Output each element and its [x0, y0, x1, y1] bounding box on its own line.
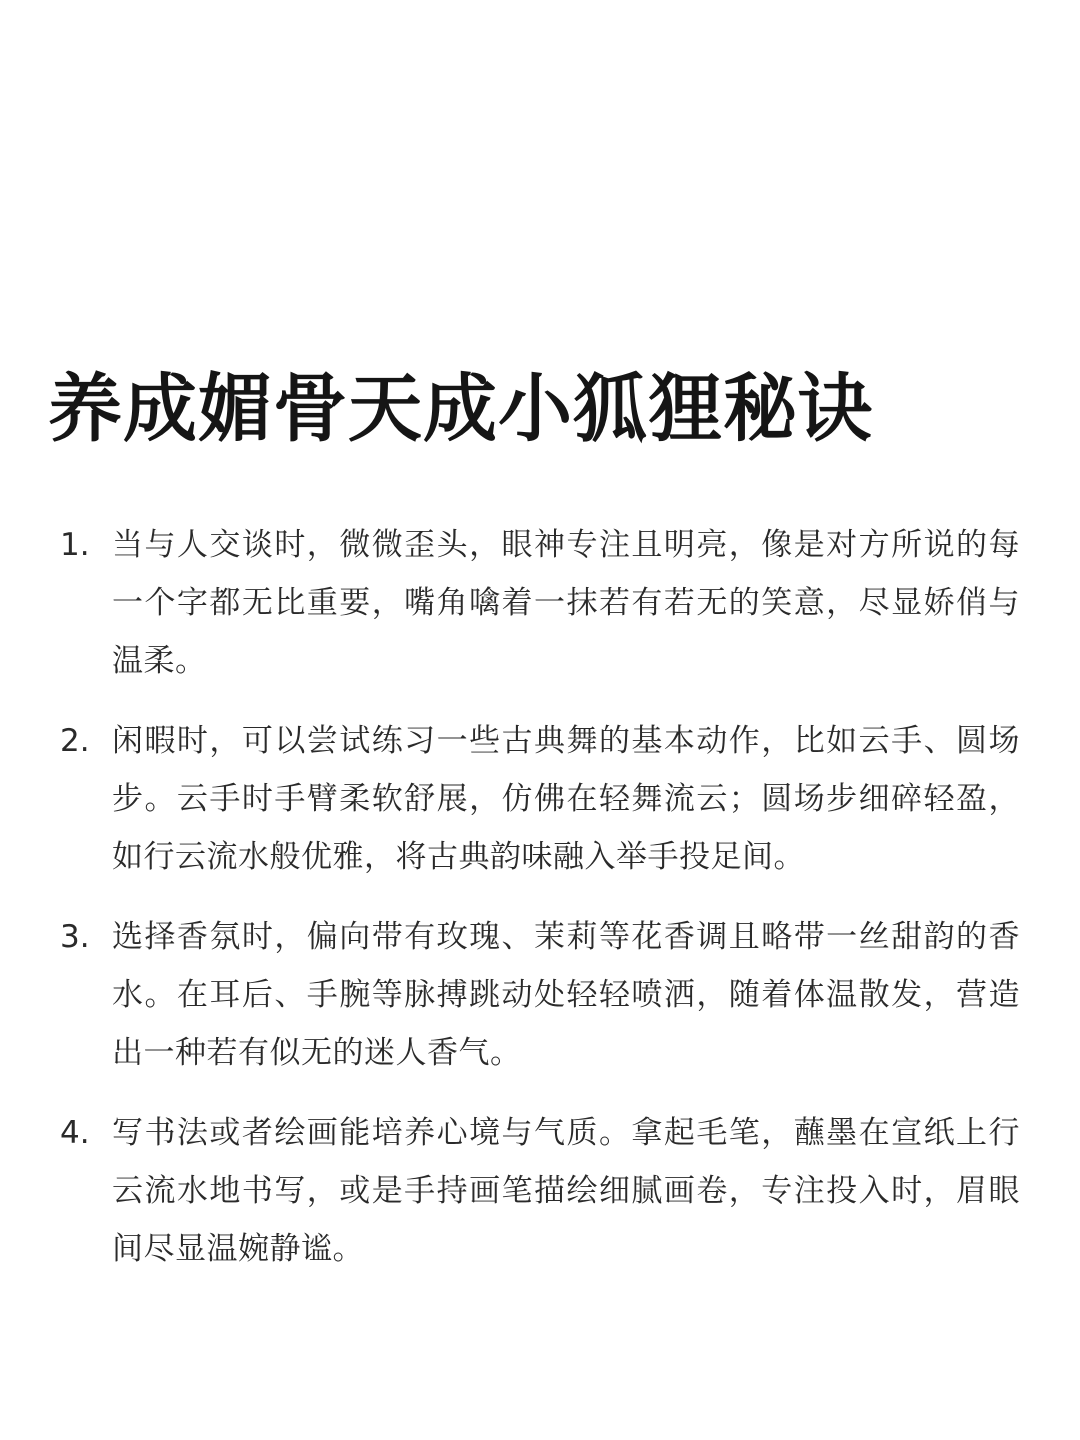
list-item [60, 908, 1020, 1082]
page-title: 养成媚骨天成小狐狸秘诀 [48, 366, 873, 452]
list-item-text: 闲暇时，可以尝试练习一些古典舞的基本动作，比如云手、圆场步。云手时手臂柔软舒展，仿佛在轻舞流云；圆场步细碎轻盈，如行云流水般优雅，将古典韵味融入举手投足间。 [112, 723, 1020, 875]
list-item [60, 1104, 1020, 1278]
list-item-number: 2. [60, 723, 90, 759]
list-item [60, 712, 1020, 886]
tips-list [60, 516, 1020, 1300]
list-item-number: 1. [60, 527, 90, 563]
list-item-number: 4. [60, 1115, 90, 1151]
list-item [60, 516, 1020, 690]
list-item-number: 3. [60, 919, 90, 955]
list-item-text: 选择香氛时，偏向带有玫瑰、茉莉等花香调且略带一丝甜韵的香水。在耳后、手腕等脉搏跳动处轻轻喷洒，随着体温散发，营造出一种若有似无的迷人香气。 [112, 919, 1020, 1071]
list-item-text: 当与人交谈时，微微歪头，眼神专注且明亮，像是对方所说的每一个字都无比重要，嘴角噙着一抹若有若无的笑意，尽显娇俏与温柔。 [112, 527, 1020, 679]
list-item-text: 写书法或者绘画能培养心境与气质。拿起毛笔，蘸墨在宣纸上行云流水地书写，或是手持画笔描绘细腻画卷，专注投入时，眉眼间尽显温婉静谧。 [112, 1115, 1020, 1267]
